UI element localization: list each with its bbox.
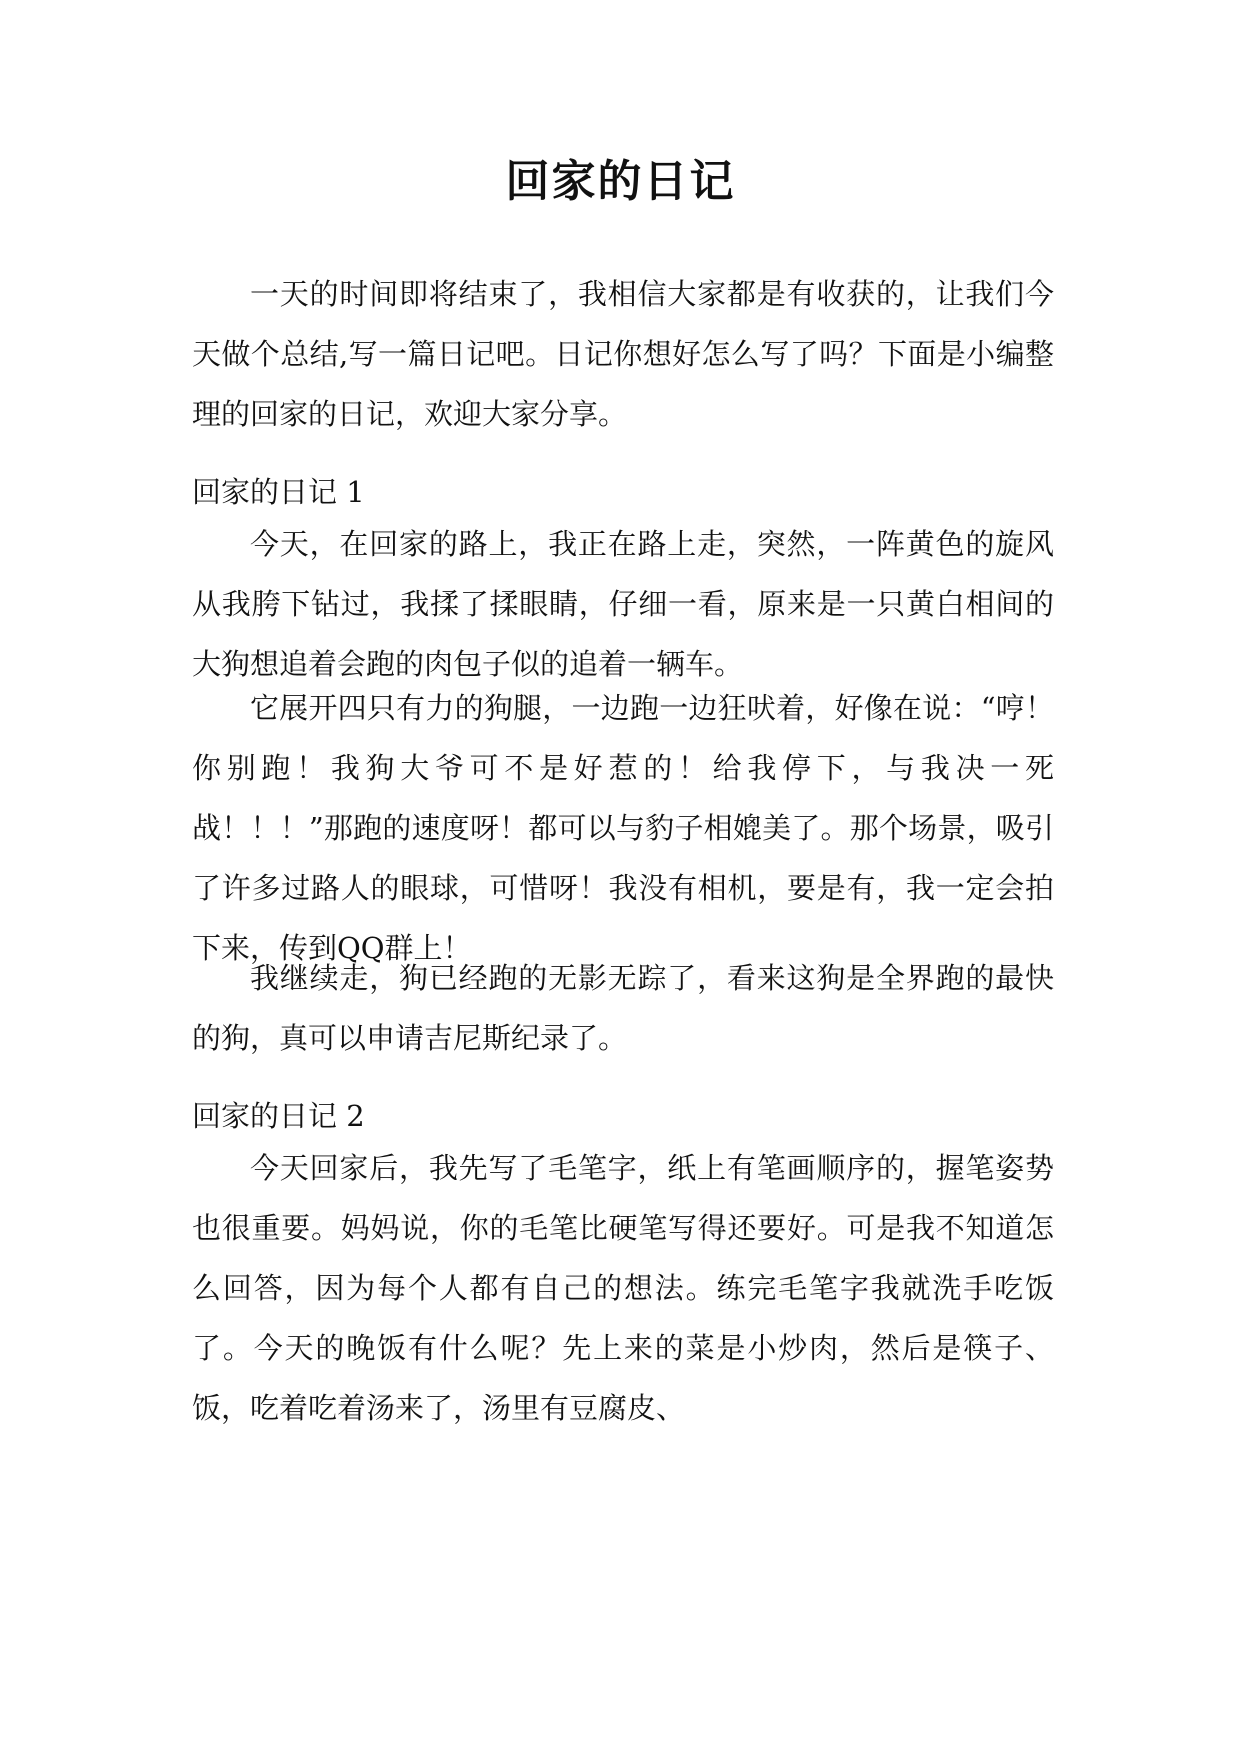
section-heading-2: 回家的日记 2 [192, 1099, 365, 1133]
section-1-paragraph-3: 我继续走，狗已经跑的无影无踪了，看来这狗是全界跑的最快的狗，真可以申请吉尼斯纪录了。 [192, 961, 1054, 1055]
section-1-paragraph-1: 今天，在回家的路上，我正在路上走，突然，一阵黄色的旋风从我胯下钻过，我揉了揉眼睛，仔细一看，原来是一只黄白相间的大狗想追着会跑的肉包子似的追着一辆车。 [192, 527, 1054, 681]
section-2-paragraph-1: 今天回家后，我先写了毛笔字，纸上有笔画顺序的，握笔姿势也很重要。妈妈说，你的毛笔比硬笔写得还要好。可是我不知道怎么回答，因为每个人都有自己的想法。练完毛笔字我就洗手吃饭了。今天的晚饭有什么呢？先上来的菜是小炒肉，然后是筷子、饭，吃着吃着汤来了，汤里有豆腐皮、 [192, 1151, 1054, 1425]
section-1-paragraph-2: 它展开四只有力的狗腿，一边跑一边狂吠着，好像在说：“哼！你别跑！我狗大爷可不是好惹的！给我停下，与我决一死战！！！”那跑的速度呀！都可以与豹子相媲美了。那个场景，吸引了许多过路人的眼球，可惜呀！我没有相机，要是有，我一定会拍下来，传到QQ群上！ [192, 691, 1054, 965]
intro-paragraph: 一天的时间即将结束了，我相信大家都是有收获的，让我们今天做个总结,写一篇日记吧。日记你想好怎么写了吗？下面是小编整理的回家的日记，欢迎大家分享。 [192, 277, 1054, 431]
document-title: 回家的日记 [505, 156, 736, 207]
section-heading-1: 回家的日记 1 [192, 475, 365, 509]
